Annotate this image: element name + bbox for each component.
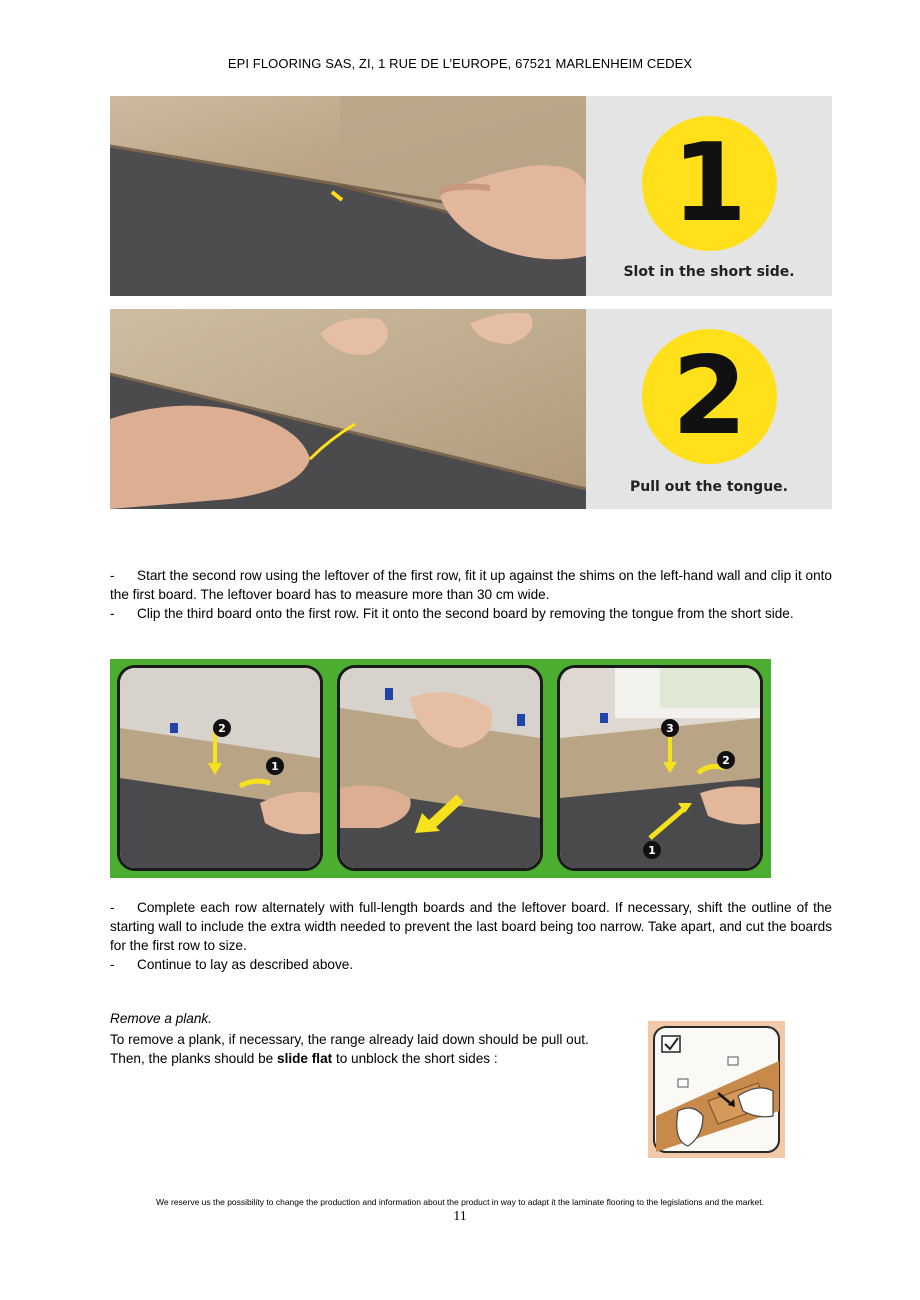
step-2-badge-area <box>586 309 832 509</box>
badge-2: 2 <box>218 722 226 735</box>
installation-sequence-figure <box>110 659 771 878</box>
remove-plank-title: Remove a plank. <box>110 1011 213 1026</box>
instruction-item <box>110 566 832 604</box>
badge-1: 1 <box>648 844 656 857</box>
remove-plank-line-2 <box>110 1049 630 1068</box>
page-header: EPI FLOORING SAS, ZI, 1 RUE DE L’EUROPE, 67521 MARLENHEIM CEDEX <box>227 56 693 71</box>
instruction-item <box>110 898 832 955</box>
sequence-panel-1 <box>117 665 323 871</box>
remove-plank-line-2-end: to unblock the short sides : <box>332 1051 498 1066</box>
step-2-photo <box>110 309 586 509</box>
remove-plank-illustration <box>648 1021 785 1158</box>
instruction-text: Continue to lay as described above. <box>137 957 354 972</box>
instructions-block-b <box>110 898 832 974</box>
remove-plank-emphasis: slide flat <box>277 1051 333 1066</box>
bullet-dash: - <box>110 606 115 621</box>
instruction-item <box>110 604 832 623</box>
sequence-panel-3 <box>557 665 763 871</box>
step-1-number-badge: 1 <box>642 116 777 251</box>
bullet-dash: - <box>110 568 115 583</box>
page-number: 11 <box>453 1209 467 1224</box>
badge-3: 3 <box>666 722 674 735</box>
step-1-badge-area <box>586 96 832 296</box>
sequence-panel-2 <box>337 665 543 871</box>
step-1-panel <box>110 96 832 296</box>
step-2-number-badge: 2 <box>642 329 777 464</box>
instruction-item <box>110 955 832 974</box>
footer-disclaimer: We reserve us the possibility to change the production and information about the product in way to adapt it the laminate flooring to the legislations and the market. <box>156 1197 764 1207</box>
bullet-dash: - <box>110 900 115 915</box>
remove-plank-line-2-start: Then, the planks should be <box>110 1051 278 1066</box>
badge-2: 2 <box>722 754 730 767</box>
badge-1: 1 <box>271 760 279 773</box>
remove-plank-line-1: To remove a plank, if necessary, the range already laid down should be pull out. <box>110 1032 589 1047</box>
step-1-photo <box>110 96 586 296</box>
instructions-block-a <box>110 566 832 623</box>
remove-plank-text <box>110 1030 630 1068</box>
instruction-text: Clip the third board onto the first row. Fit it onto the second board by removing the tongue from the short side. <box>137 606 794 621</box>
instruction-text: Start the second row using the leftover of the first row, fit it up against the shims on the left-hand wall and clip it onto the first board. The leftover board has to measure more than 30 cm wide. <box>110 568 832 602</box>
step-1-caption: Slot in the short side. <box>623 264 795 280</box>
step-2-caption: Pull out the tongue. <box>630 479 788 495</box>
step-2-panel <box>110 309 832 509</box>
instruction-text: Complete each row alternately with full-length boards and the leftover board. If necessary, shift the outline of the starting wall to include the extra width needed to prevent the last board being too narrow. Take apart, and cut the boards for the first row to size. <box>110 900 832 953</box>
bullet-dash: - <box>110 957 115 972</box>
